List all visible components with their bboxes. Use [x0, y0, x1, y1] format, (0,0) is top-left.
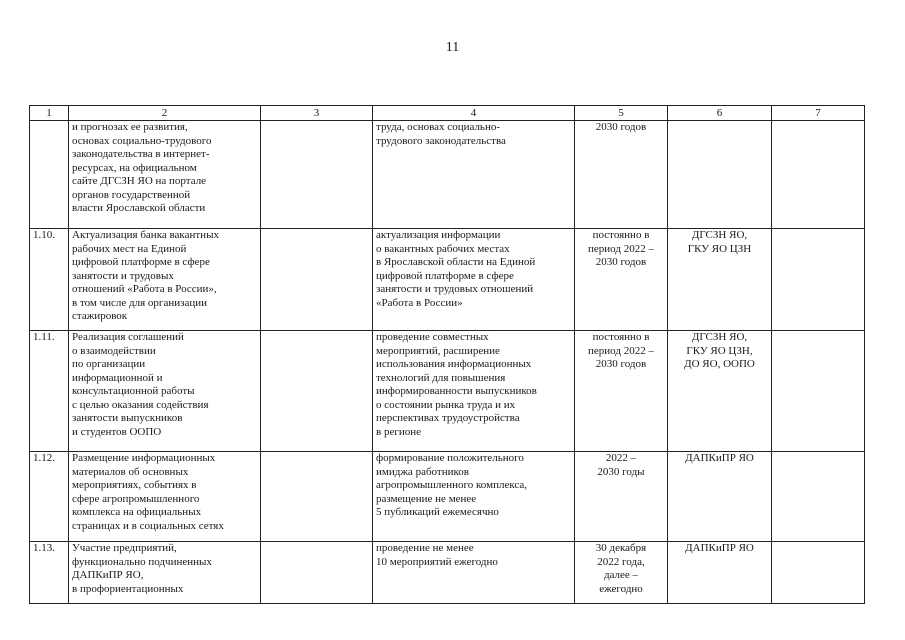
col3-cell: [261, 542, 373, 604]
item-number: 1.10.: [30, 229, 69, 331]
table-row: [30, 229, 865, 331]
result-cell: проведение совместных мероприятий, расширение использования информационных технологий для повышения информированности выпускников о состоянии рынка труда и их перспективах трудоустройства в регионе: [373, 331, 575, 452]
header-cell: 2: [69, 106, 261, 121]
header-cell: 3: [261, 106, 373, 121]
result-cell: формирование положительного имиджа работников агропромышленного комплекса, размещение не менее 5 публикаций ежемесячно: [373, 452, 575, 542]
executor-cell: ДГСЗН ЯО, ГКУ ЯО ЦЗН: [668, 229, 772, 331]
col7-cell: [772, 121, 865, 229]
period-cell: 2030 годов: [575, 121, 668, 229]
col3-cell: [261, 331, 373, 452]
executor-cell: ДГСЗН ЯО, ГКУ ЯО ЦЗН, ДО ЯО, ООПО: [668, 331, 772, 452]
result-cell: проведение не менее 10 мероприятий ежегодно: [373, 542, 575, 604]
item-number: 1.13.: [30, 542, 69, 604]
table-row: [30, 331, 865, 452]
table-header-row: [30, 106, 865, 121]
activity-cell: Размещение информационных материалов об основных мероприятиях, событиях в сфере агропромышленного комплекса на официальных страницах и в социальных сетях: [69, 452, 261, 542]
period-cell: постоянно в период 2022 – 2030 годов: [575, 229, 668, 331]
col7-cell: [772, 331, 865, 452]
period-cell: постоянно в период 2022 – 2030 годов: [575, 331, 668, 452]
col3-cell: [261, 452, 373, 542]
header-cell: 6: [668, 106, 772, 121]
item-number: [30, 121, 69, 229]
header-cell: 4: [373, 106, 575, 121]
col7-cell: [772, 452, 865, 542]
table-row: [30, 452, 865, 542]
col3-cell: [261, 229, 373, 331]
table-row: [30, 121, 865, 229]
plan-table: [29, 105, 865, 604]
page-number: 11: [445, 40, 460, 55]
executor-cell: ДАПКиПР ЯО: [668, 452, 772, 542]
header-cell: 5: [575, 106, 668, 121]
activity-cell: Актуализация банка вакантных рабочих мест на Единой цифровой платформе в сфере занятости и трудовых отношений «Работа в России», в том числе для организации стажировок: [69, 229, 261, 331]
header-cell: 1: [30, 106, 69, 121]
result-cell: труда, основах социально- трудового законодательства: [373, 121, 575, 229]
item-number: 1.12.: [30, 452, 69, 542]
result-cell: актуализация информации о вакантных рабочих местах в Ярославской области на Единой цифровой платформе в сфере занятости и трудовых отношений «Работа в России»: [373, 229, 575, 331]
executor-cell: ДАПКиПР ЯО: [668, 542, 772, 604]
period-cell: 2022 – 2030 годы: [575, 452, 668, 542]
activity-cell: Реализация соглашений о взаимодействии по организации информационной и консультационной работы с целью оказания содействия занятости выпускников и студентов ООПО: [69, 331, 261, 452]
item-number: 1.11.: [30, 331, 69, 452]
period-cell: 30 декабря 2022 года, далее – ежегодно: [575, 542, 668, 604]
col7-cell: [772, 229, 865, 331]
activity-cell: и прогнозах ее развития, основах социально-трудового законодательства в интернет- ресурсах, на официальном сайте ДГСЗН ЯО на портале органов государственной власти Ярославской области: [69, 121, 261, 229]
col7-cell: [772, 542, 865, 604]
col3-cell: [261, 121, 373, 229]
activity-cell: Участие предприятий, функционально подчиненных ДАПКиПР ЯО, в профориентационных: [69, 542, 261, 604]
header-cell: 7: [772, 106, 865, 121]
executor-cell: [668, 121, 772, 229]
table-row: [30, 542, 865, 604]
